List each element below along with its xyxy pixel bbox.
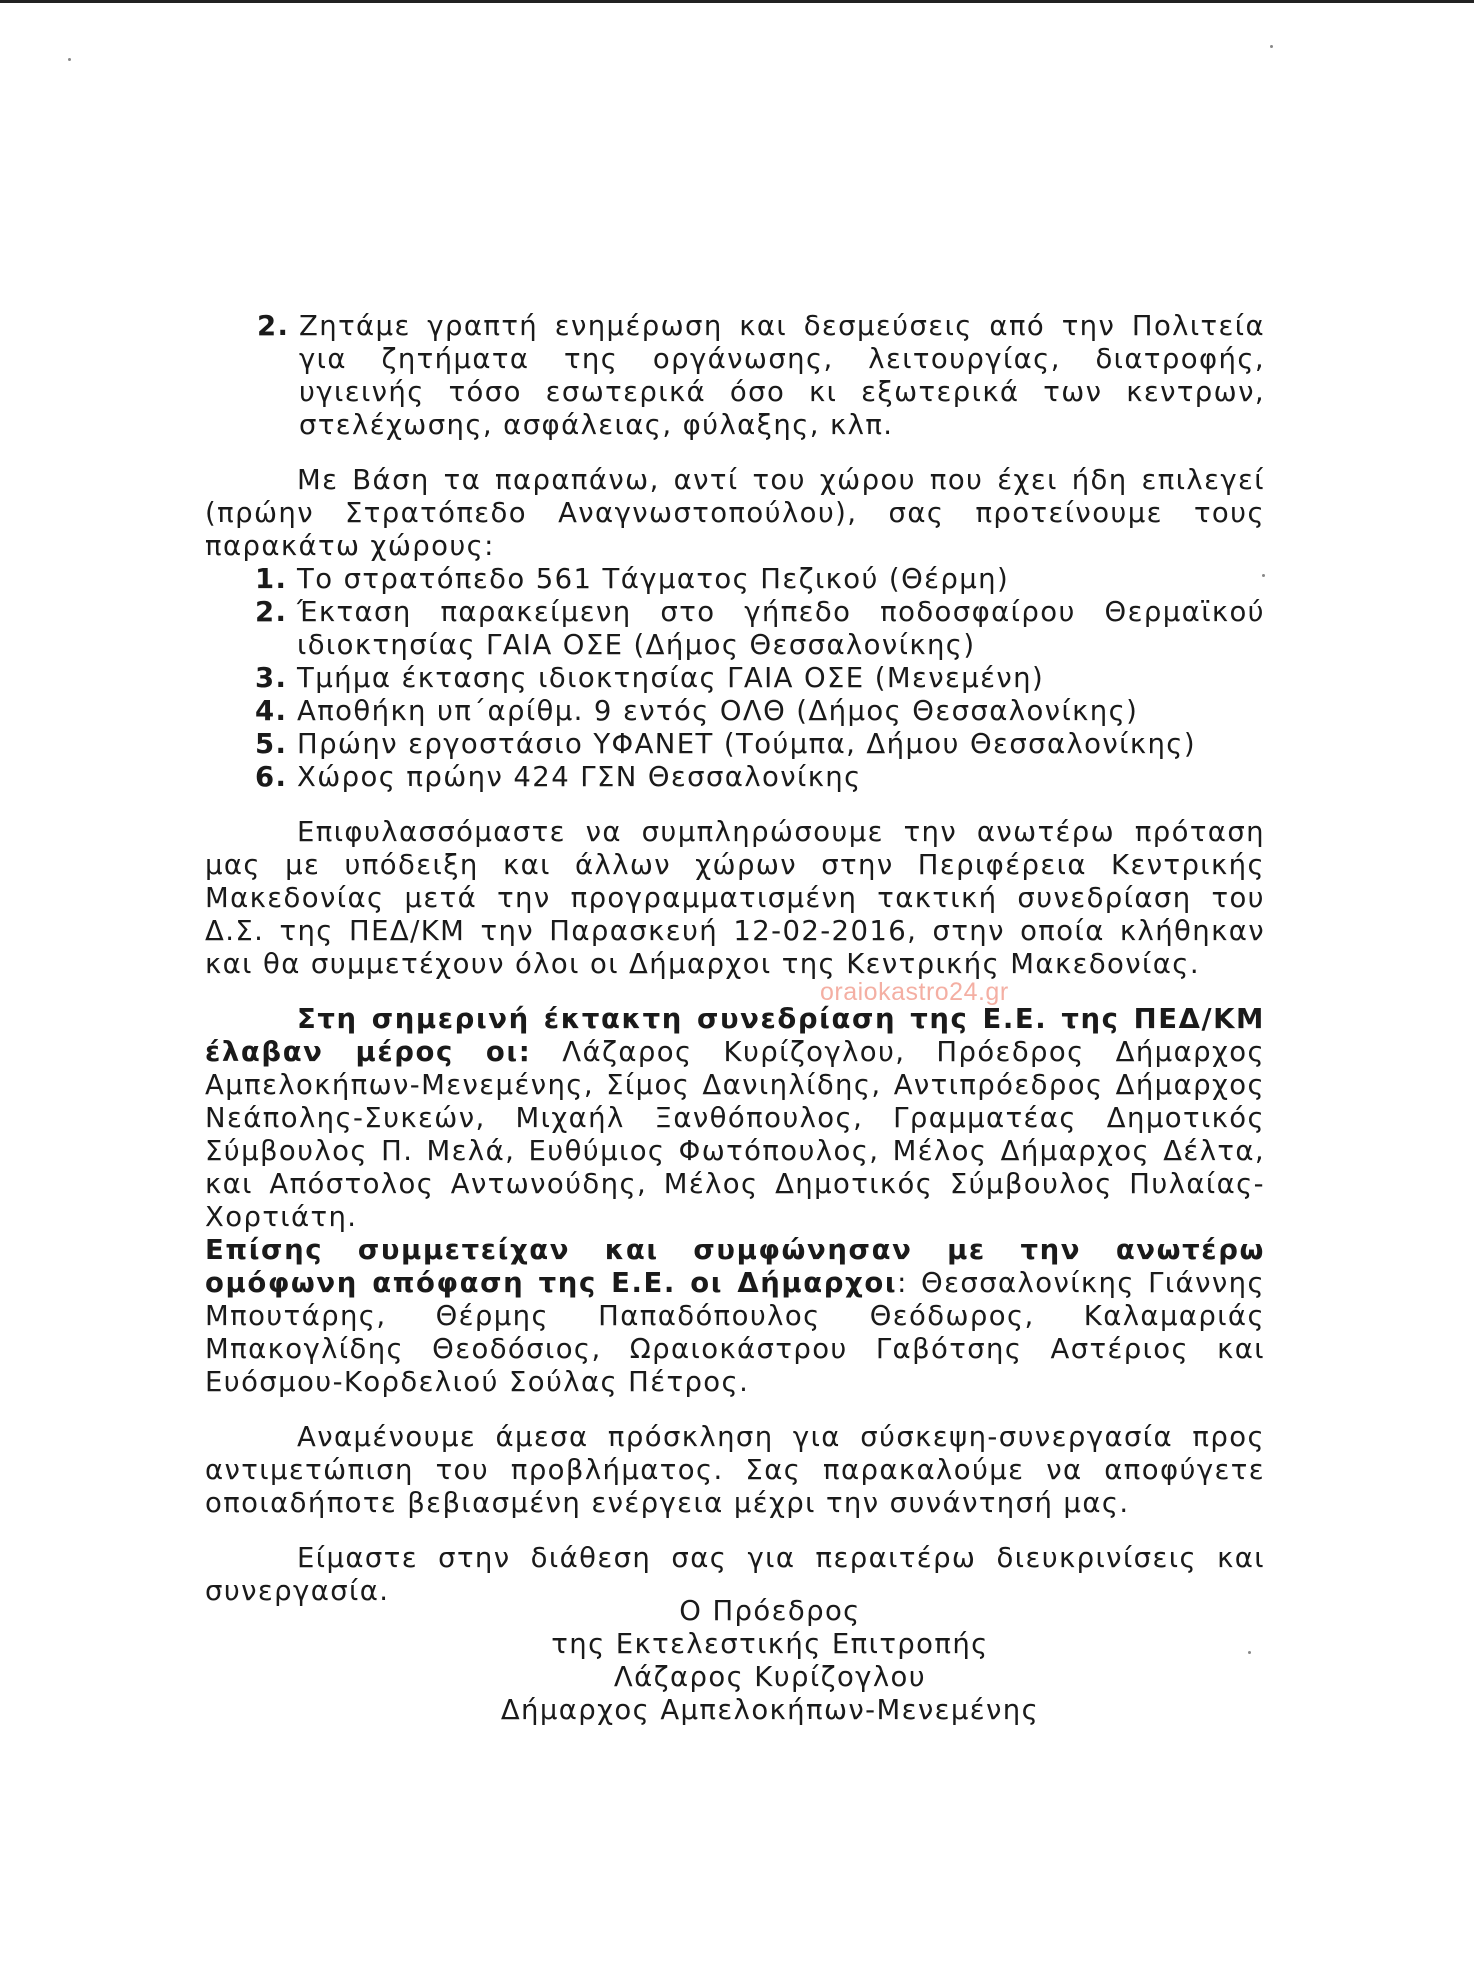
signature-name: Λάζαρος Κυρίζογλου bbox=[613, 1661, 927, 1693]
location-number: 2. bbox=[255, 596, 288, 628]
location-text: Χώρος πρώην 424 ΓΣΝ Θεσσαλονίκης bbox=[297, 761, 862, 793]
locations-list bbox=[255, 563, 1265, 794]
location-text: Έκταση παρακείμενη στο γήπεδο ποδοσφαίρου Θερμαϊκού ιδιοκτησίας ΓΑΙΑ ΟΣΕ (Δήμος Θεσσαλονίκης) bbox=[297, 596, 1265, 661]
proposal-intro-paragraph: Με Βάση τα παραπάνω, αντί του χώρου που έχει ήδη επιλεγεί (πρώην Στρατόπεδο Αναγνωστοπούλου), σας προτείνουμε τους παρακάτω χώρους: bbox=[205, 464, 1265, 562]
request-paragraph: Αναμένουμε άμεσα πρόσκληση για σύσκεψη-συνεργασία προς αντιμετώπιση του προβλήματος. Σας παρακαλούμε να αποφύγετε οποιαδήποτε βεβιασμένη ενέργεια μέχρι την συνάντησή μας. bbox=[205, 1421, 1265, 1519]
location-item bbox=[255, 695, 1265, 728]
document-page bbox=[205, 310, 1265, 1608]
location-item bbox=[255, 728, 1265, 761]
location-text: Αποθήκη υπ΄αρίθμ. 9 εντός ΟΛΘ (Δήμος Θεσσαλονίκης) bbox=[297, 695, 1139, 727]
signature-committee: της Εκτελεστικής Επιτροπής bbox=[551, 1628, 989, 1660]
closing-paragraph: Είμαστε στην διάθεση σας για περαιτέρω διευκρινίσεις και συνεργασία. bbox=[205, 1542, 1265, 1607]
scan-speck bbox=[1270, 45, 1273, 48]
location-text: Πρώην εργοστάσιο ΥΦΑΝΕΤ (Τούμπα, Δήμου Θεσσαλονίκης) bbox=[297, 728, 1196, 760]
location-number: 3. bbox=[255, 662, 288, 694]
location-number: 4. bbox=[255, 695, 288, 727]
location-text: Το στρατόπεδο 561 Τάγματος Πεζικού (Θέρμη) bbox=[297, 563, 1010, 595]
participants-heading: Στη σημερινή έκτακτη συνεδρίαση της Ε.Ε. της ΠΕΔ/ΚΜ έλαβαν μέρος οι: bbox=[205, 1003, 1265, 1068]
agreement-heading: Επίσης συμμετείχαν και συμφώνησαν με την ανωτέρω ομόφωνη απόφαση της Ε.Ε. οι Δήμαρχοι bbox=[205, 1234, 1265, 1299]
location-number: 6. bbox=[255, 761, 288, 793]
location-text: Τμήμα έκτασης ιδιοκτησίας ΓΑΙΑ ΟΣΕ (Μενεμένη) bbox=[297, 662, 1045, 694]
location-item bbox=[255, 563, 1265, 596]
location-item bbox=[255, 761, 1265, 794]
scan-speck bbox=[1248, 1651, 1251, 1654]
participants-paragraph bbox=[205, 1003, 1265, 1234]
agreement-text: : Θεσσαλονίκης Γιάννης Μπουτάρης, Θέρμης Παπαδόπουλος Θεόδωρος, Καλαμαριάς Μπακογλίδης Θεοδόσιος, Ωραιοκάστρου Γαβότσης Αστέριος και Ευόσμου-Κορδελιού Σούλας Πέτρος. bbox=[205, 1267, 1265, 1398]
location-item bbox=[255, 662, 1265, 695]
signature-block bbox=[500, 1595, 1040, 1727]
watermark: oraiokastro24.gr bbox=[820, 978, 1009, 1006]
demand-item-number: 2. bbox=[257, 310, 290, 342]
location-item bbox=[255, 596, 1265, 662]
location-number: 5. bbox=[255, 728, 288, 760]
signature-title: Ο Πρόεδρος bbox=[679, 1595, 861, 1627]
location-number: 1. bbox=[255, 563, 288, 595]
demand-item-text: Ζητάμε γραπτή ενημέρωση και δεσμεύσεις από την Πολιτεία για ζητήματα της οργάνωσης, λειτουργίας, διατροφής, υγιεινής τόσο εσωτερικά όσο κι εξωτερικά των κεντρων, στελέχωσης, ασφάλειας, φύλαξης, κλπ. bbox=[299, 310, 1265, 441]
demand-item-2 bbox=[257, 310, 1265, 442]
reservation-paragraph: Επιφυλασσόμαστε να συμπληρώσουμε την ανωτέρω πρόταση μας με υπόδειξη και άλλων χώρων στην Περιφέρεια Κεντρικής Μακεδονίας μετά την προγραμματισμένη τακτική συνεδρίαση του Δ.Σ. της ΠΕΔ/ΚΜ την Παρασκευή 12-02-2016, στην οποία κλήθηκαν και θα συμμετέχουν όλοι οι Δήμαρχοι της Κεντρικής Μακεδονίας. bbox=[205, 816, 1265, 980]
signature-role: Δήμαρχος Αμπελοκήπων-Μενεμένης bbox=[500, 1694, 1040, 1726]
agreement-paragraph bbox=[205, 1234, 1265, 1399]
scan-top-edge bbox=[0, 0, 1474, 3]
participants-text: Λάζαρος Κυρίζογλου, Πρόεδρος Δήμαρχος Αμπελοκήπων-Μενεμένης, Σίμος Δανιηλίδης, Αντιπρόεδρος Δήμαρχος Νεάπολης-Συκεών, Μιχαήλ Ξανθόπουλος, Γραμματέας Δημοτικός Σύμβουλος Π. Μελά, Ευθύμιος Φωτόπουλος, Μέλος Δήμαρχος Δέλτα, και Απόστολος Αντωνούδης, Μέλος Δημοτικός Σύμβουλος Πυλαίας-Χορτιάτη. bbox=[205, 1036, 1265, 1233]
scan-speck bbox=[68, 58, 71, 61]
